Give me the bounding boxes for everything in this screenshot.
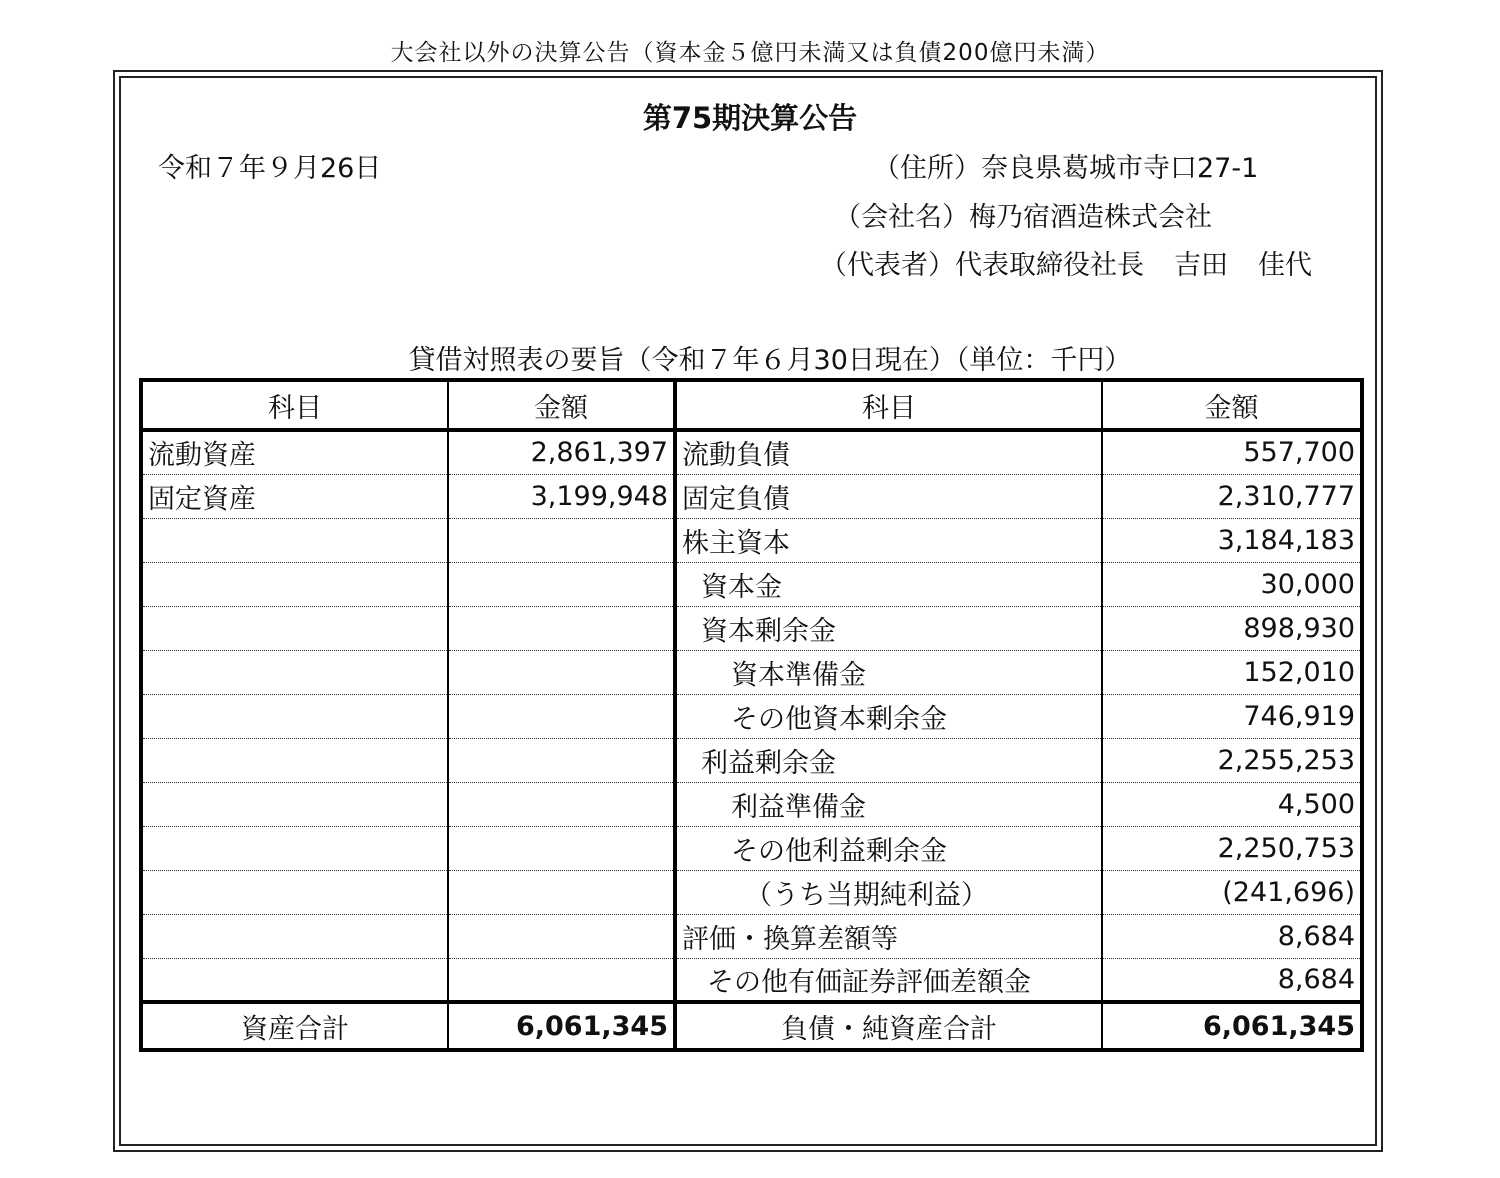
right-item-label: 資本準備金 — [675, 650, 1102, 694]
right-item-label: 資本剰余金 — [675, 606, 1102, 650]
left-item-label — [141, 826, 448, 870]
representative-surname: 吉田 — [1174, 250, 1228, 281]
company-address: （住所）奈良県葛城市寺口27-1 — [873, 153, 1259, 184]
total-liabilities-equity-label: 負債・純資産合計 — [675, 1002, 1102, 1050]
representative-title: （代表者）代表取締役社長 — [820, 250, 1144, 281]
left-item-amount: 3,199,948 — [448, 474, 675, 518]
table-row — [141, 474, 1362, 518]
header-left-amount: 金額 — [448, 380, 675, 430]
left-item-label — [141, 694, 448, 738]
header-left-item: 科目 — [141, 380, 448, 430]
left-item-amount — [448, 650, 675, 694]
left-item-amount — [448, 562, 675, 606]
right-item-amount: 557,700 — [1102, 430, 1362, 474]
right-item-label: その他有価証券評価差額金 — [675, 958, 1102, 1002]
left-item-label — [141, 870, 448, 914]
notice-category-caption: 大会社以外の決算公告（資本金５億円未満又は負債200億円未満） — [390, 40, 1110, 66]
left-item-label — [141, 914, 448, 958]
header-right-amount: 金額 — [1102, 380, 1362, 430]
table-row — [141, 826, 1362, 870]
left-item-label: 固定資産 — [141, 474, 448, 518]
left-item-label: 流動資産 — [141, 430, 448, 474]
right-item-amount: 2,255,253 — [1102, 738, 1362, 782]
table-header-row — [141, 380, 1362, 430]
total-assets-amount: 6,061,345 — [448, 1002, 675, 1050]
left-item-amount — [448, 694, 675, 738]
table-row — [141, 958, 1362, 1002]
right-item-amount: 30,000 — [1102, 562, 1362, 606]
header-right-item: 科目 — [675, 380, 1102, 430]
table-row — [141, 650, 1362, 694]
left-item-amount — [448, 870, 675, 914]
left-item-label — [141, 518, 448, 562]
right-item-label: 流動負債 — [675, 430, 1102, 474]
table-row — [141, 518, 1362, 562]
table-row — [141, 914, 1362, 958]
left-item-amount — [448, 958, 675, 1002]
balance-sheet-table — [139, 378, 1364, 1052]
right-item-label: 利益剰余金 — [675, 738, 1102, 782]
balance-sheet-caption: 貸借対照表の要旨（令和７年６月30日現在）（単位：千円） — [408, 345, 1132, 376]
right-item-amount: 8,684 — [1102, 958, 1362, 1002]
left-item-amount — [448, 738, 675, 782]
left-item-label — [141, 562, 448, 606]
left-item-amount — [448, 606, 675, 650]
table-row — [141, 782, 1362, 826]
notice-title: 第75期決算公告 — [642, 101, 858, 135]
right-item-amount: (241,696) — [1102, 870, 1362, 914]
total-assets-label: 資産合計 — [141, 1002, 448, 1050]
left-item-amount — [448, 518, 675, 562]
right-item-label: 固定負債 — [675, 474, 1102, 518]
right-item-label: その他資本剰余金 — [675, 694, 1102, 738]
table-row — [141, 738, 1362, 782]
right-item-amount: 2,250,753 — [1102, 826, 1362, 870]
left-item-amount — [448, 826, 675, 870]
right-item-amount: 8,684 — [1102, 914, 1362, 958]
table-row — [141, 694, 1362, 738]
right-item-amount: 4,500 — [1102, 782, 1362, 826]
left-item-label — [141, 738, 448, 782]
left-item-amount: 2,861,397 — [448, 430, 675, 474]
right-item-amount: 746,919 — [1102, 694, 1362, 738]
right-item-amount: 3,184,183 — [1102, 518, 1362, 562]
representative-given-name: 佳代 — [1258, 250, 1312, 281]
right-item-label: （うち当期純利益） — [675, 870, 1102, 914]
total-liabilities-equity-amount: 6,061,345 — [1102, 1002, 1362, 1050]
right-item-amount: 152,010 — [1102, 650, 1362, 694]
notice-date: 令和７年９月26日 — [158, 153, 382, 184]
right-item-label: 資本金 — [675, 562, 1102, 606]
right-item-amount: 2,310,777 — [1102, 474, 1362, 518]
table-row — [141, 870, 1362, 914]
company-name: （会社名）梅乃宿酒造株式会社 — [834, 202, 1212, 233]
table-row — [141, 562, 1362, 606]
left-item-label — [141, 606, 448, 650]
right-item-label: 株主資本 — [675, 518, 1102, 562]
table-row — [141, 606, 1362, 650]
company-representative — [820, 243, 1312, 282]
left-item-label — [141, 782, 448, 826]
left-item-amount — [448, 914, 675, 958]
left-item-amount — [448, 782, 675, 826]
right-item-amount: 898,930 — [1102, 606, 1362, 650]
table-row — [141, 430, 1362, 474]
left-item-label — [141, 958, 448, 1002]
right-item-label: 利益準備金 — [675, 782, 1102, 826]
right-item-label: 評価・換算差額等 — [675, 914, 1102, 958]
right-item-label: その他利益剰余金 — [675, 826, 1102, 870]
left-item-label — [141, 650, 448, 694]
totals-row — [141, 1002, 1362, 1050]
